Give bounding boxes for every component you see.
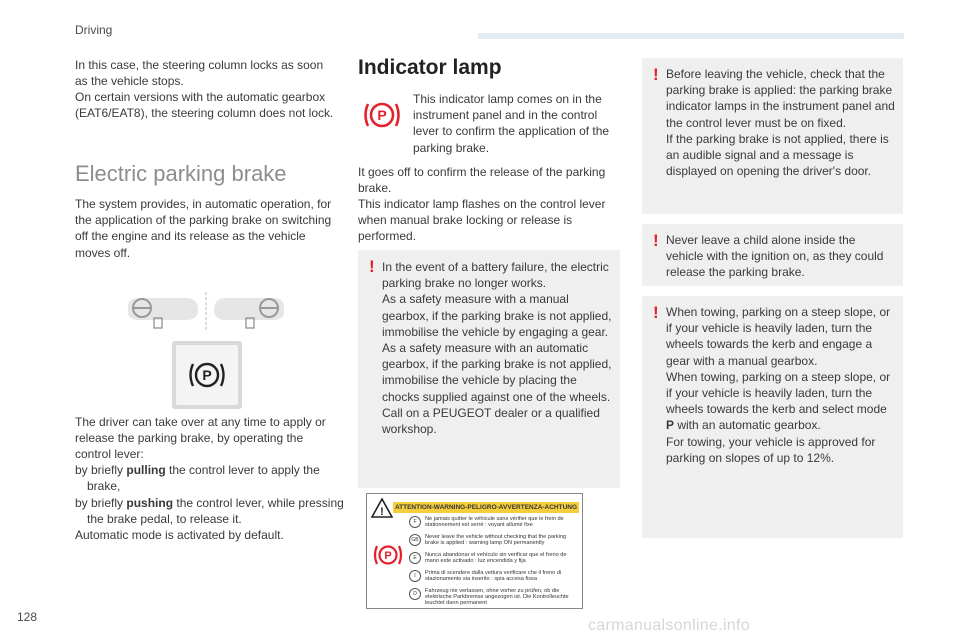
warning-text: As a safety measure with an automatic gearbox, if the parking brake is not applied, immobilise the vehicle by placing the chocks supplied against one of the wheels. — [382, 341, 612, 404]
svg-text:P: P — [384, 550, 392, 562]
label-flag: F — [409, 516, 421, 528]
lamp-flash-text: This indicator lamp flashes on the control lever when manual brake locking or release is performed. — [358, 197, 606, 244]
page-number: 128 — [17, 610, 38, 624]
bullet-pushing: by briefly pushing the control lever, while pressing the brake pedal, to release it. — [75, 496, 344, 527]
lamp-description: This indicator lamp comes on in the instrument panel and in the control lever to confirm the application of the parking brake. — [413, 92, 610, 155]
automatic-mode-text: Automatic mode is activated by default. — [75, 528, 284, 542]
warning-icon: ! — [653, 303, 659, 322]
warning-text: For towing, your vehicle is approved for parking on slopes of up to 12%. — [666, 434, 876, 465]
warning-text: Never leave a child alone inside the vehicle with the ignition on, as they could release the parking brake. — [666, 233, 884, 280]
svg-text:!: ! — [380, 506, 384, 518]
warning-icon: ! — [369, 257, 375, 276]
warning-icon: ! — [653, 65, 659, 84]
intro-paragraph-1: In this case, the steering column locks as soon as the vehicle stops. — [75, 58, 324, 89]
intro-paragraph-2: On certain versions with the automatic gearbox (EAT6/EAT8), the steering column does not lock. — [75, 90, 334, 121]
warning-text: Before leaving the vehicle, check that the parking brake is applied: the parking brake indicator lamps in the instrument panel and the control lever must be on fixed. — [666, 67, 895, 130]
lamp-release-text: It goes off to confirm the release of the parking brake. — [358, 165, 606, 196]
leaving-vehicle-warning-box — [642, 58, 903, 214]
towing-warning-box: ! When towing, parking on a steep slope, or if your vehicle is heavily laden, turn the wheels towards the kerb and engage a gear with a manual gearbox. When towing, parking on a steep slope, or if your vehicle is heavily laden, turn the wheels towards the kerb and select mode P with an automatic gearbox. For towing, your vehicle is approved for parking on slopes of up to 12%. — [642, 296, 903, 538]
electric-parking-brake-title: Electric parking brake — [75, 161, 287, 186]
warning-text: In the event of a battery failure, the electric parking brake no longer works. — [382, 260, 609, 291]
warning-text: As a safety measure with a manual gearbox, if the parking brake is not applied, immobilise the vehicle by engaging a gear. — [382, 292, 612, 339]
label-row-text: Never leave the vehicle without checking that the parking brake is applied : warning lamp ON permanently — [425, 534, 567, 547]
indicator-lamp-title: Indicator lamp — [358, 56, 502, 79]
warning-text: When towing, parking on a steep slope, or if your vehicle is heavily laden, turn the wheels towards the kerb and engage a gear with a manual gearbox. — [666, 305, 891, 368]
triangle-warning-icon — [371, 498, 393, 518]
parking-brake-icon — [186, 355, 228, 395]
header-rule — [478, 33, 904, 39]
control-lever-illustration — [126, 290, 286, 334]
label-row-text: Fahrzeug nie verlassen, ohne vorher zu prüfen, ob die elektrische Parkbremse angezogen ist. Die Kontrolleuchte leuchtet dann permanent — [425, 588, 569, 607]
child-warning-box — [642, 224, 903, 286]
label-flag: D — [409, 588, 421, 600]
bullet-pulling: by briefly pulling the control lever to apply the brake, — [75, 463, 320, 494]
warning-text: Call on a PEUGEOT dealer or a qualified workshop. — [382, 405, 600, 437]
warning-label-sticker — [366, 493, 583, 609]
section-header: Driving — [75, 23, 113, 37]
warning-text: If the parking brake is not applied, there is an audible signal and a message is displayed on opening the driver's door. — [666, 131, 889, 179]
label-heading: ATTENTION-WARNING-PELIGRO-AVVERTENZA-ACHTUNG — [394, 504, 578, 511]
label-row-text: Nunca abandonar el vehículo sin verificar que el freno de mano este activado : luz encendida y fija — [425, 552, 567, 565]
label-flag: E — [409, 552, 421, 564]
label-parking-lamp-icon — [371, 540, 405, 570]
label-flag: GB — [409, 534, 421, 546]
indicator-lamp-icon — [360, 96, 404, 134]
lamp-letter: P — [202, 367, 212, 383]
label-row-text: Ne jamais quitter le véhicule sans vérifier que le frein de stationnement est serré : voyant allumé fixe — [425, 516, 564, 529]
svg-text:P: P — [377, 107, 387, 123]
label-row-text: Prima di scendere dalla vettura verificare che il freno di stazionamento sia inserito : spia accesa fissa — [425, 570, 562, 583]
label-flag: I — [409, 570, 421, 582]
driver-takeover-text: The driver can take over at any time to apply or release the parking brake, by operating the control lever: — [75, 415, 326, 462]
watermark: carmanualsonline.info — [588, 617, 750, 634]
epb-description: The system provides, in automatic operation, for the application of the parking brake on switching off the engine and its release as the vehicle moves off. — [75, 197, 332, 260]
warning-icon: ! — [653, 231, 659, 250]
battery-failure-warning-box — [358, 250, 620, 488]
lever-button-illustration — [172, 341, 242, 409]
